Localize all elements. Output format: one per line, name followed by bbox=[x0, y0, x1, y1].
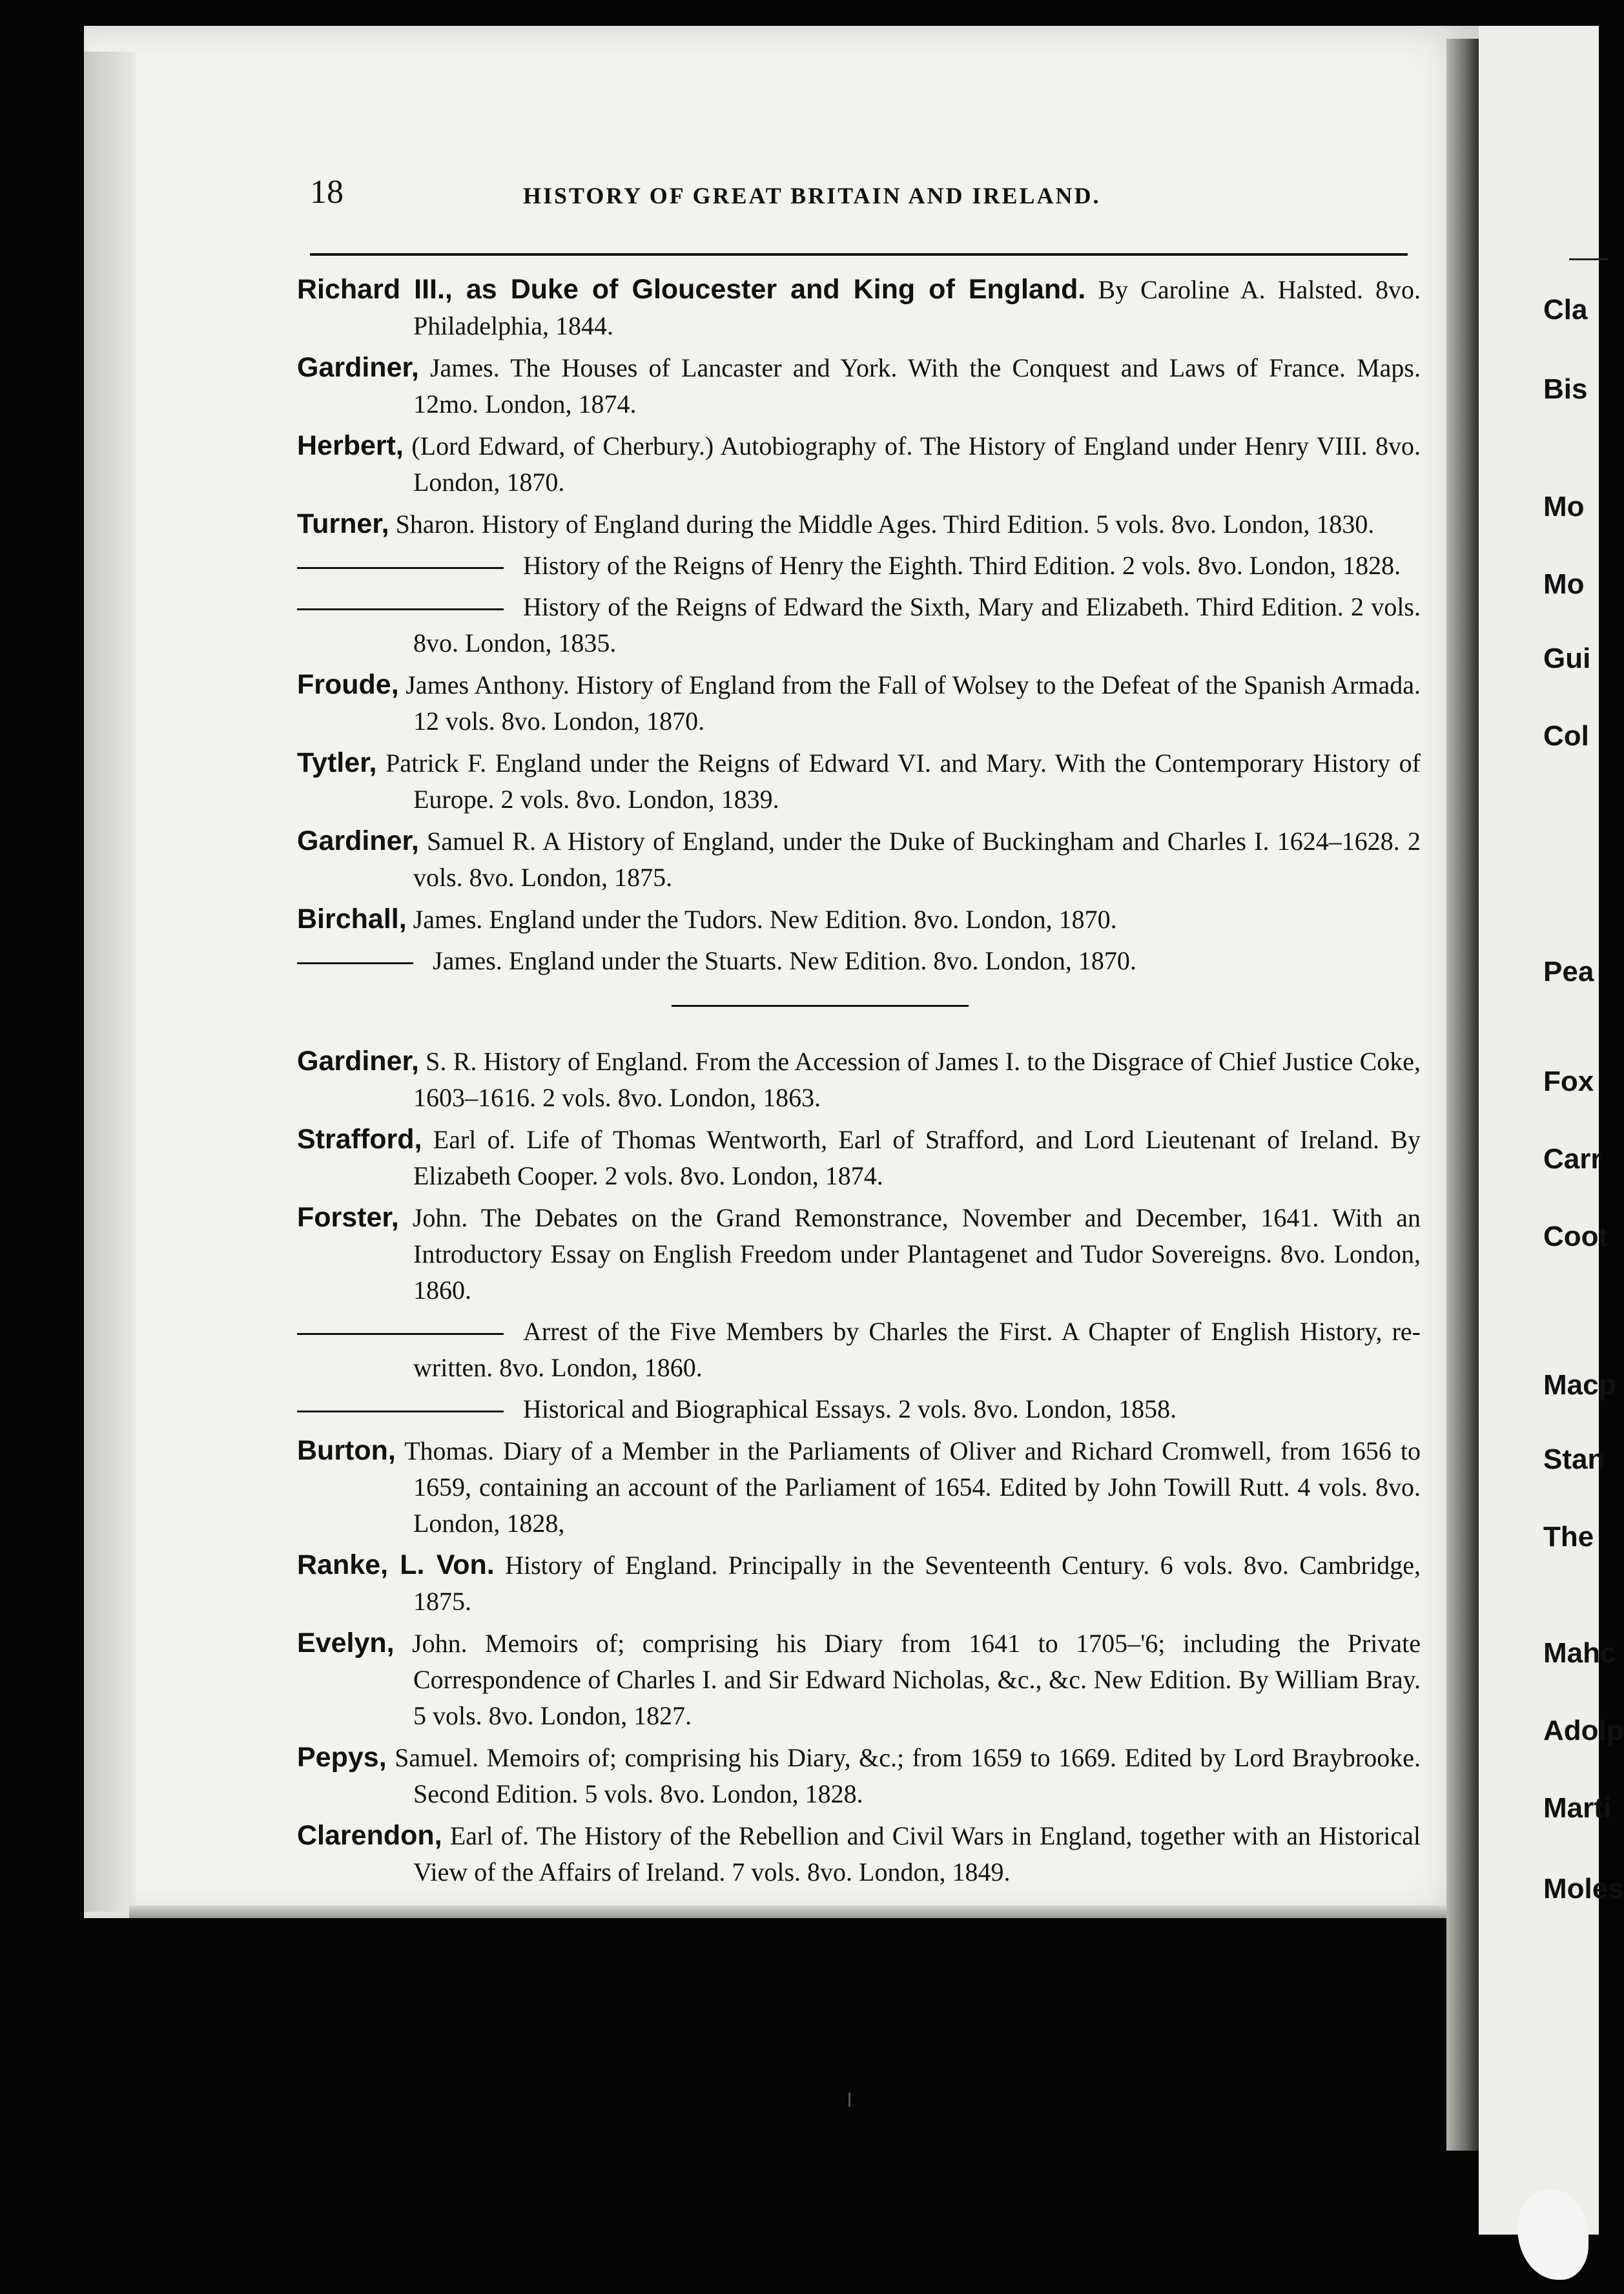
entry-text: Samuel. Memoirs of; comprising his Diary, &c.; from 1659 to 1669. Edited by Lord Braybrooke. Second Edition. 5 vols. 8vo. London, 1828. bbox=[386, 1743, 1421, 1808]
bibliography-entry bbox=[297, 901, 1421, 938]
bibliography-entry bbox=[297, 745, 1421, 818]
adjacent-page-word: Moles bbox=[1543, 1873, 1624, 1905]
adjacent-page-word: Marti bbox=[1543, 1792, 1612, 1824]
bibliography-entry bbox=[297, 548, 1421, 584]
header-rule bbox=[310, 253, 1408, 256]
entry-author: Clarendon, bbox=[297, 1820, 442, 1851]
bibliography-list bbox=[297, 271, 1421, 1896]
bibliography-entry bbox=[297, 1121, 1421, 1194]
adjacent-page-word: Gui bbox=[1543, 643, 1591, 674]
entry-author: Forster, bbox=[297, 1202, 399, 1233]
adjacent-page-word: The bbox=[1543, 1521, 1594, 1553]
page-header bbox=[310, 173, 1421, 225]
entry-text: Patrick F. England under the Reigns of Edward VI. and Mary. With the Contemporary History of Europe. 2 vols. 8vo. London, 1839. bbox=[376, 749, 1421, 814]
entry-author: Tytler, bbox=[297, 747, 377, 778]
entry-author: Froude, bbox=[297, 669, 399, 700]
entry-group-1 bbox=[297, 271, 1421, 979]
bibliography-entry bbox=[297, 506, 1421, 542]
entry-text: S. R. History of England. From the Accession of James I. to the Disgrace of Chief Justice Coke, 1603–1616. 2 vols. 8vo. London, 1863. bbox=[413, 1047, 1421, 1112]
adjacent-page-rule bbox=[1569, 258, 1608, 260]
adjacent-page-word: Stan bbox=[1543, 1443, 1605, 1475]
bibliography-entry bbox=[297, 823, 1421, 896]
entry-author: Birchall, bbox=[297, 904, 407, 935]
adjacent-page bbox=[1479, 26, 1624, 2235]
adjacent-page-word: Mahc bbox=[1543, 1637, 1616, 1669]
entry-text: John. Memoirs of; comprising his Diary from 1641 to 1705–'6; including the Private Correspondence of Charles I. and Sir Edward Nicholas, &c., &c. New Edition. By William Bray. 5 vols. 8vo. London, 1827. bbox=[394, 1629, 1421, 1730]
entry-text: By Caroline A. Halsted. 8vo. Philadelphia, 1844. bbox=[413, 275, 1421, 340]
entry-author: Strafford, bbox=[297, 1124, 422, 1155]
entry-author: Pepys, bbox=[297, 1742, 387, 1773]
ditto-dash bbox=[297, 962, 413, 964]
adjacent-page-word: Pea bbox=[1543, 956, 1594, 987]
adjacent-page-word: Bis bbox=[1543, 373, 1588, 405]
page-left-edge bbox=[84, 52, 136, 1912]
entry-text: Samuel R. A History of England, under the Duke of Buckingham and Charles I. 1624–1628. 2 vols. 8vo. London, 1875. bbox=[413, 827, 1421, 892]
entry-author: Gardiner, bbox=[297, 1046, 419, 1077]
ditto-dash bbox=[297, 1410, 504, 1412]
page-bottom-edge bbox=[129, 1905, 1446, 1918]
bibliography-entry bbox=[297, 1625, 1421, 1734]
entry-text: Earl of. The History of the Rebellion and Civil Wars in England, together with an Historical View of the Affairs of Ireland. 7 vols. 8vo. London, 1849. bbox=[413, 1821, 1421, 1886]
bibliography-entry bbox=[297, 1043, 1421, 1116]
section-divider bbox=[672, 1005, 969, 1007]
ditto-dash bbox=[297, 608, 504, 610]
bibliography-entry bbox=[297, 428, 1421, 501]
bibliography-entry bbox=[297, 1817, 1421, 1890]
entry-author: Ranke, L. Von. bbox=[297, 1549, 495, 1580]
entry-text: History of the Reigns of Edward the Sixth, Mary and Elizabeth. Third Edition. 2 vols. 8vo. London, 1835. bbox=[413, 592, 1421, 657]
bibliography-entry bbox=[297, 589, 1421, 661]
bibliography-entry bbox=[297, 943, 1421, 979]
adjacent-page-word: Adolp bbox=[1543, 1715, 1624, 1746]
running-title: HISTORY OF GREAT BRITAIN AND IRELAND. bbox=[523, 183, 1101, 209]
bibliography-entry bbox=[297, 1739, 1421, 1812]
bibliography-entry bbox=[297, 666, 1421, 739]
entry-text: James. England under the Stuarts. New Edition. 8vo. London, 1870. bbox=[433, 946, 1136, 975]
bibliography-entry bbox=[297, 1199, 1421, 1308]
ditto-dash bbox=[297, 567, 504, 569]
entry-text: History of the Reigns of Henry the Eighth. Third Edition. 2 vols. 8vo. London, 1828. bbox=[523, 551, 1401, 580]
entry-text: James Anthony. History of England from the Fall of Wolsey to the Defeat of the Spanish Armada. 12 vols. 8vo. London, 1870. bbox=[398, 670, 1421, 736]
entry-author: Herbert, bbox=[297, 430, 404, 461]
entry-title: Richard III., as Duke of Gloucester and King of England. bbox=[297, 274, 1086, 305]
bibliography-entry bbox=[297, 1432, 1421, 1542]
entry-text: Thomas. Diary of a Member in the Parliaments of Oliver and Richard Cromwell, from 1656 to 1659, containing an account of the Parliament of 1654. Edited by John Towill Rutt. 4 vols. 8vo. London, 1828, bbox=[395, 1436, 1421, 1538]
adjacent-page-word: Mo bbox=[1543, 568, 1585, 600]
entry-author: Burton, bbox=[297, 1435, 396, 1466]
stray-mark bbox=[848, 2092, 850, 2107]
adjacent-page-word: Fox bbox=[1543, 1066, 1594, 1097]
entry-text: Earl of. Life of Thomas Wentworth, Earl of Strafford, and Lord Lieutenant of Ireland. By Elizabeth Cooper. 2 vols. 8vo. London, 1874. bbox=[413, 1125, 1421, 1190]
entry-text: Historical and Biographical Essays. 2 vols. 8vo. London, 1858. bbox=[523, 1394, 1177, 1423]
entry-text: James. The Houses of Lancaster and York. With the Conquest and Laws of France. Maps. 12mo. London, 1874. bbox=[413, 353, 1421, 418]
entry-author: Gardiner, bbox=[297, 352, 419, 383]
bibliography-entry bbox=[297, 1391, 1421, 1427]
entry-text: Sharon. History of England during the Middle Ages. Third Edition. 5 vols. 8vo. London, 1830. bbox=[389, 510, 1375, 539]
entry-text: (Lord Edward, of Cherbury.) Autobiography of. The History of England under Henry VIII. 8vo. London, 1870. bbox=[403, 431, 1421, 497]
entry-text: Arrest of the Five Members by Charles the First. A Chapter of English History, re-written. 8vo. London, 1860. bbox=[413, 1317, 1421, 1382]
adjacent-page-word: Macp bbox=[1543, 1369, 1616, 1401]
entry-group-2 bbox=[297, 1043, 1421, 1890]
entry-text: James. England under the Tudors. New Edition. 8vo. London, 1870. bbox=[406, 905, 1117, 934]
bibliography-entry bbox=[297, 1547, 1421, 1620]
entry-text: History of England. Principally in the Seventeenth Century. 6 vols. 8vo. Cambridge, 1875. bbox=[413, 1551, 1421, 1616]
adjacent-page-word: Coot bbox=[1543, 1221, 1609, 1252]
entry-author: Evelyn, bbox=[297, 1628, 395, 1658]
page-number: 18 bbox=[310, 174, 344, 211]
entry-author: Gardiner, bbox=[297, 825, 419, 856]
bibliography-entry bbox=[297, 1314, 1421, 1386]
bibliography-entry bbox=[297, 349, 1421, 422]
bibliography-entry bbox=[297, 271, 1421, 344]
adjacent-page-word: Col bbox=[1543, 720, 1589, 752]
entry-text: John. The Debates on the Grand Remonstrance, November and December, 1641. With an Introductory Essay on English Freedom under Plantagenet and Tudor Sovereigns. 8vo. London, 1860. bbox=[398, 1203, 1421, 1305]
adjacent-page-word: Mo bbox=[1543, 491, 1585, 522]
ink-blot bbox=[1517, 2189, 1588, 2280]
entry-author: Turner, bbox=[297, 508, 389, 539]
ditto-dash bbox=[297, 1333, 504, 1335]
adjacent-page-word: Cla bbox=[1543, 294, 1588, 326]
adjacent-page-word: Carr bbox=[1543, 1143, 1602, 1175]
page-gutter-shadow bbox=[1446, 39, 1479, 2151]
